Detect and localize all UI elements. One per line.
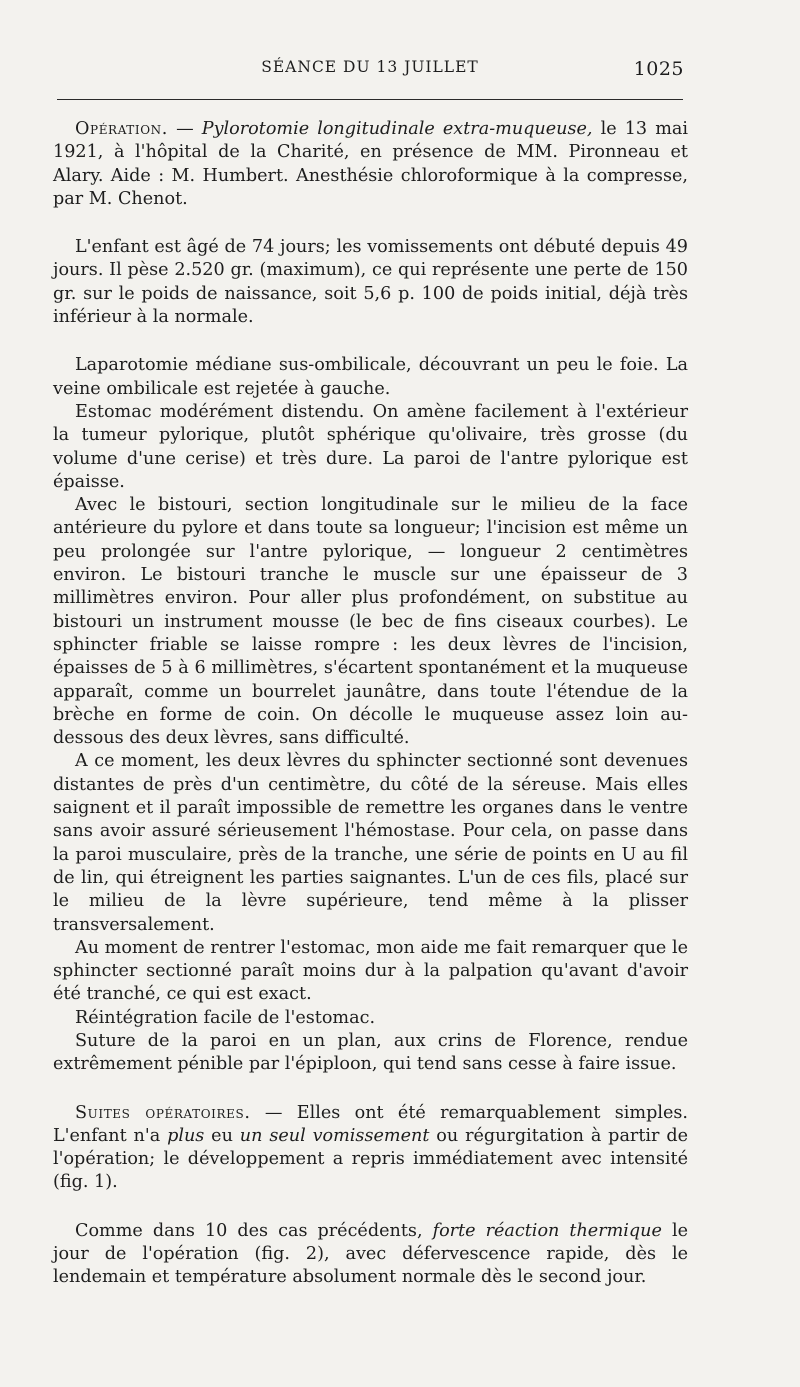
paragraph-reintegration: Réintégration facile de l'estomac.: [75, 1007, 376, 1028]
thermal-text-a: Comme dans 10 des cas précédents,: [75, 1220, 433, 1241]
postop-emph-2: un seul vomissement: [239, 1125, 430, 1146]
paragraph-palpation: Au moment de rentrer l'estomac, mon aide me fait remarquer que le sphincter sectionné paraît moins dur à la palpation qu'avant d'avoir été tranché, ce qui est exact.: [53, 937, 688, 1005]
thermal-emph: forte réaction thermique: [432, 1220, 662, 1241]
dash: —: [167, 119, 202, 139]
paragraph-laparotomy: Laparotomie médiane sus-ombilicale, découvrant un peu le foie. La veine ombilicale est rejetée à gauche.: [53, 355, 688, 399]
procedure-title: Pylorotomie longitudinale extra-muqueuse,: [201, 119, 593, 139]
paragraph-thermal: [53, 1220, 688, 1290]
postop-emph-1: plus: [167, 1125, 205, 1146]
page-header: [56, 58, 684, 88]
section-label-postop: Suites opératoires.: [75, 1102, 251, 1123]
header-rule: [57, 99, 683, 100]
thermal-text-b: le jour de l'opération (fig. 2), avec défervescence rapide, dès le lendemain et température absolument normale dès le second jour.: [53, 1220, 688, 1288]
page-number: 1025: [633, 58, 684, 80]
paragraph-patient: L'enfant est âgé de 74 jours; les vomissements ont débuté depuis 49 jours. Il pèse 2.520 gr. (maximum), ce qui représente une perte de 150 gr. sur le poids de naissance, soit 5,6 p. 100 de poids initial, déjà très inférieur à la normale.: [53, 237, 688, 328]
paragraph-suture: Suture de la paroi en un plan, aux crins de Florence, rendue extrêmement pénible par l'épiploon, qui tend sans cesse à faire issue.: [53, 1030, 688, 1075]
paragraph-incision: Avec le bistouri, section longitudinale sur le milieu de la face antérieure du pylore et dans toute sa longueur; l'incision est même un peu prolongée sur l'antre pylorique, — longueur 2 centimètres environ. Le bistouri tranche le muscle sur une épaisseur de 3 millimètres environ. Pour aller plus profondément, on substitue au bistouri un instrument mousse (le bec de fins ciseaux courbes). Le sphincter friable se laisse rompre : les deux lèvres de l'incision, épaisses de 5 à 6 millimètres, s'écartent spontanément et la muqueuse apparaît, comme un bourrelet jaunâtre, dans toute l'étendue de la brèche en forme de coin. On décolle le muqueuse assez loin au-dessous des deux lèvres, sans difficulté.: [53, 495, 688, 749]
paragraph-postop: [53, 1102, 688, 1195]
paragraph-stomach: Estomac modérément distendu. On amène facilement à l'extérieur la tumeur pylorique, plutôt sphérique qu'olivaire, très grosse (du volume d'une cerise) et très dure. La paroi de l'antre pylorique est épaisse.: [53, 401, 688, 492]
postop-text-b: eu: [204, 1125, 240, 1146]
postop-text-c: ou régurgitation à partir de l'opération; le développement a repris immédiatement avec intensité (fig. 1).: [53, 1125, 688, 1193]
section-label-operation: Opération.: [75, 119, 168, 139]
running-title: SÉANCE DU 13 JUILLET: [261, 58, 479, 76]
article-body: [53, 118, 688, 1290]
postop-text-a: — Elles ont été remarquablement simples. L'enfant n'a: [53, 1102, 688, 1146]
operation-details: le 13 mai 1921, à l'hôpital de la Charité, en présence de MM. Pironneau et Alary. Aide : M. Humbert. Anesthésie chloroformique à la compresse, par M. Chenot.: [53, 119, 689, 209]
paragraph-operation: [53, 118, 688, 211]
paragraph-hemostasis: A ce moment, les deux lèvres du sphincter sectionné sont devenues distantes de près d'un centimètre, du côté de la séreuse. Mais elles saignent et il paraît impossible de remettre les organes dans le ventre sans avoir assuré sérieusement l'hémostase. Pour cela, on passe dans la paroi musculaire, près de la tranche, une série de points en U au fil de lin, qui étreignent les parties saignantes. L'un de ces fils, placé sur le milieu de la lèvre supérieure, tend même à la plisser transversalement.: [53, 751, 688, 935]
